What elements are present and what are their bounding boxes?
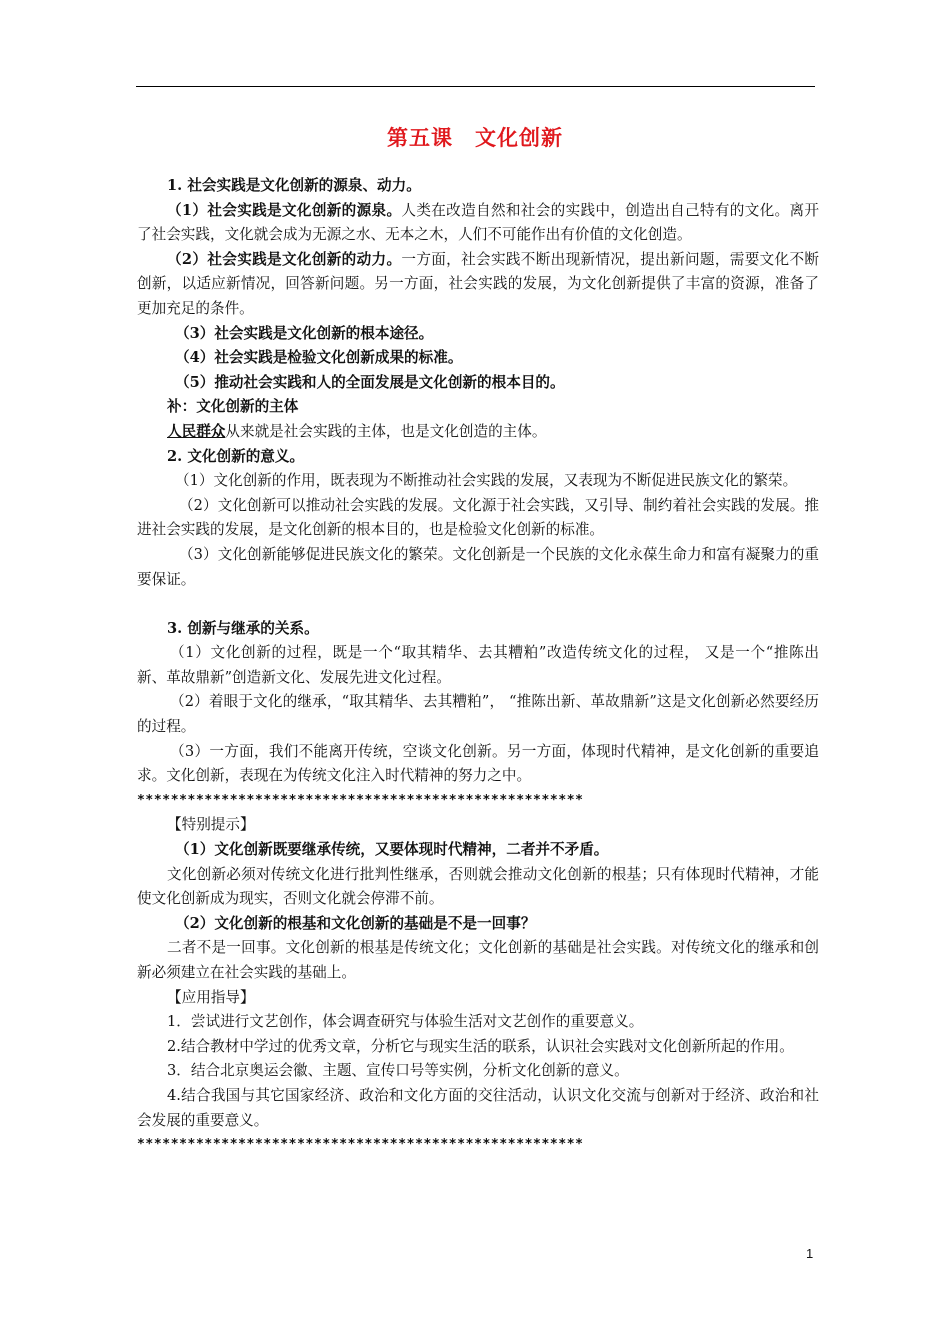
section-1-para-1-text: 人类在改造自然和社会的实践中，创造出自己特有的文化。离开了社会实践，文化就会成为无源之水、无本之木，人们不可能作出有价值的文化创造。	[137, 201, 819, 244]
section-2-para-2: （2）文化创新可以推动社会实践的发展。文化源于社会实践，又引导、制约着社会实践的发展。推进社会实践的发展，是文化创新的根本目的，也是检验文化创新的标准。	[137, 496, 819, 539]
section-3-heading: 3. 创新与继承的关系。	[167, 619, 319, 637]
section-1-para-2-lead: （2）社会实践是文化创新的动力。	[167, 250, 402, 268]
supplement-rest: 从来就是社会实践的主体，也是文化创造的主体。	[225, 422, 547, 440]
tips-heading: 【特别提示】	[167, 816, 255, 834]
supplement-text	[137, 420, 819, 445]
guide-item-1: 1．尝试进行文艺创作，体会调查研究与体验生活对文艺创作的重要意义。	[167, 1013, 644, 1031]
tips-question-1: （1）文化创新既要继承传统，又要体现时代精神，二者并不矛盾。	[175, 841, 609, 859]
section-3-para-2: （2）着眼于文化的继承，“取其精华、去其糟粕”， “推陈出新、革故鼎新”这是文化创新必然要经历的过程。	[137, 693, 819, 736]
section-2-para-3: （3）文化创新能够促进民族文化的繁荣。文化创新是一个民族的文化永葆生命力和富有凝聚力的重要保证。	[137, 545, 819, 588]
section-1-para-2-text: 一方面，社会实践不断出现新情况，提出新问题，需要文化不断创新，以适应新情况，回答新问题。另一方面，社会实践的发展，为文化创新提供了丰富的资源，准备了更加充足的条件。	[137, 250, 819, 317]
section-1-para-1	[137, 199, 819, 248]
page-number: 1	[806, 1246, 814, 1261]
supplement-heading: 补：文化创新的主体	[167, 398, 299, 416]
section-1-para-5: （5）推动社会实践和人的全面发展是文化创新的根本目的。	[175, 373, 565, 391]
guide-item-3: 3．结合北京奥运会徽、主题、宣传口号等实例，分析文化创新的意义。	[167, 1062, 629, 1080]
section-1-para-1-lead: （1）社会实践是文化创新的源泉。	[167, 201, 402, 219]
separator-line: *****************************************************	[137, 792, 584, 808]
section-3-para-3: （3）一方面，我们不能离开传统，空谈文化创新。另一方面，体现时代精神，是文化创新的重要追求。文化创新，表现在为传统文化注入时代精神的努力之中。	[137, 742, 819, 785]
page-title: 第五课 文化创新	[387, 125, 563, 150]
spacer	[137, 592, 819, 617]
guide-item-4: 4.结合我国与其它国家经济、政治和文化方面的交往活动，认识文化交流与创新对于经济、政治和社会发展的重要意义。	[137, 1086, 819, 1129]
tips-answer-1: 文化创新必须对传统文化进行批判性继承，否则就会推动文化创新的根基；只有体现时代精神，才能使文化创新成为现实，否则文化就会停滞不前。	[137, 865, 819, 908]
tips-question-2: （2）文化创新的根基和文化创新的基础是不是一回事？	[175, 914, 536, 932]
section-1-para-3: （3）社会实践是文化创新的根本途径。	[175, 324, 434, 342]
separator-line-bottom: *****************************************************	[137, 1137, 584, 1153]
section-1-heading: 1. 社会实践是文化创新的源泉、动力。	[167, 177, 421, 194]
document-body	[137, 174, 819, 1158]
section-1-para-2	[137, 248, 819, 322]
guide-heading: 【应用指导】	[167, 988, 255, 1006]
section-1-para-4: （4）社会实践是检验文化创新成果的标准。	[175, 349, 463, 367]
header-rule	[136, 86, 815, 87]
supplement-underlined: 人民群众	[167, 422, 226, 440]
section-2-heading: 2. 文化创新的意义。	[167, 447, 305, 465]
section-3-para-1: （1）文化创新的过程，既是一个“取其精华、去其糟粕”改造传统文化的过程， 又是一个“推陈出新、革故鼎新”创造新文化、发展先进文化过程。	[137, 644, 819, 686]
guide-item-2: 2.结合教材中学过的优秀文章，分析它与现实生活的联系，认识社会实践对文化创新所起的作用。	[167, 1037, 794, 1055]
section-2-para-1: （1）文化创新的作用，既表现为不断推动社会实践的发展，又表现为不断促进民族文化的繁荣。	[175, 472, 798, 490]
tips-answer-2: 二者不是一回事。文化创新的根基是传统文化；文化创新的基础是社会实践。对传统文化的继承和创新必须建立在社会实践的基础上。	[137, 939, 819, 981]
